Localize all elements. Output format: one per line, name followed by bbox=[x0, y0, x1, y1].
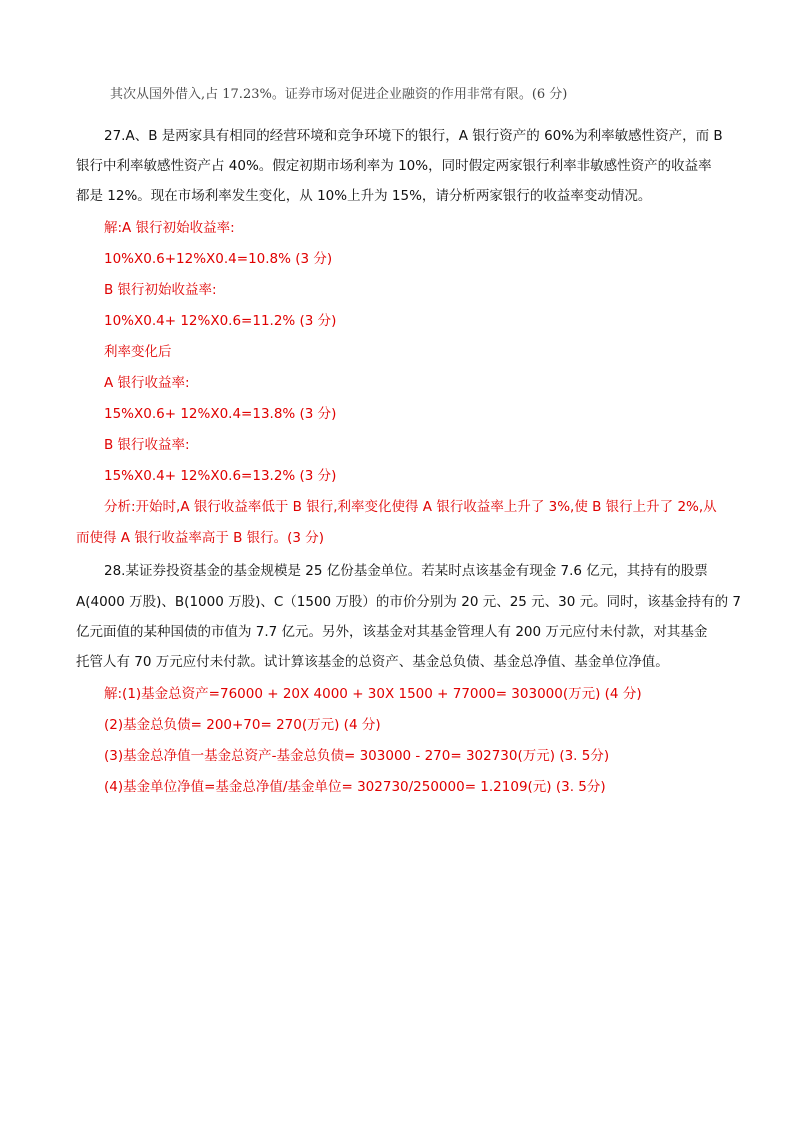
q28-answer-line: (2)基金总负债= 200+70= 270(万元) (4 分) bbox=[104, 717, 381, 733]
q27-answer-line: 15%X0.6+ 12%X0.4=13.8% (3 分) bbox=[104, 406, 337, 422]
q28-text-line-1: 28.某证券投资基金的基金规模是 25 亿份基金单位。若某时点该基金有现金 7.6 亿元，其持有的股票 bbox=[104, 563, 708, 579]
q27-answer-line: A 银行收益率: bbox=[104, 375, 190, 391]
q27-answer-line: B 银行初始收益率: bbox=[104, 282, 217, 298]
q27-answer-line: 利率变化后 bbox=[104, 344, 172, 360]
q28-answer-line: (3)基金总净值一基金总资产-基金总负债= 303000 - 270= 302730(万元) (3. 5分) bbox=[104, 748, 610, 764]
q27-answer-line: 10%X0.4+ 12%X0.6=11.2% (3 分) bbox=[104, 313, 337, 329]
q28-text-line-4: 托管人有 70 万元应付未付款。试计算该基金的总资产、基金总负债、基金总净值、基金单位净值。 bbox=[76, 654, 669, 670]
q28-text-line-2: A(4000 万股)、B(1000 万股)、C（1500 万股）的市价分别为 20 元、25 元、30 元。同时，该基金持有的 7 bbox=[76, 594, 742, 610]
q28-answer-line: 解:(1)基金总资产=76000 + 20X 4000 + 30X 1500 + 77000= 303000(万元) (4 分) bbox=[104, 686, 642, 702]
q27-answer-line: 15%X0.4+ 12%X0.6=13.2% (3 分) bbox=[104, 468, 337, 484]
q27-answer-line: 解:A 银行初始收益率: bbox=[104, 220, 235, 236]
q28-answer-line: (4)基金单位净值=基金总净值/基金单位= 302730/250000= 1.2109(元) (3. 5分) bbox=[104, 779, 606, 795]
q27-answer-line: B 银行收益率: bbox=[104, 437, 190, 453]
q27-analysis-line-2: 而使得 A 银行收益率高于 B 银行。(3 分) bbox=[76, 530, 325, 546]
q28-text-line-3: 亿元面值的某种国债的市值为 7.7 亿元。另外，该基金对其基金管理人有 200 万元应付未付款，对其基金 bbox=[76, 624, 708, 640]
intro-line: 其次从国外借入,占 17.23%。证券市场对促进企业融资的作用非常有限。(6 分) bbox=[110, 87, 568, 102]
q27-text-line-2: 银行中利率敏感性资产占 40%。假定初期市场利率为 10%，同时假定两家银行利率非敏感性资产的收益率 bbox=[76, 158, 712, 174]
q27-analysis-line-1: 分析:开始时,A 银行收益率低于 B 银行,利率变化使得 A 银行收益率上升了 3%,使 B 银行上升了 2%,从 bbox=[104, 499, 717, 515]
q27-text-line-3: 都是 12%。现在市场利率发生变化，从 10%上升为 15%，请分析两家银行的收益率变动情况。 bbox=[76, 188, 652, 204]
q27-text-line-1: 27.A、B 是两家具有相同的经营环境和竞争环境下的银行，A 银行资产的 60%为利率敏感性资产，而 B bbox=[104, 128, 723, 144]
q27-answer-line: 10%X0.6+12%X0.4=10.8% (3 分) bbox=[104, 251, 333, 267]
